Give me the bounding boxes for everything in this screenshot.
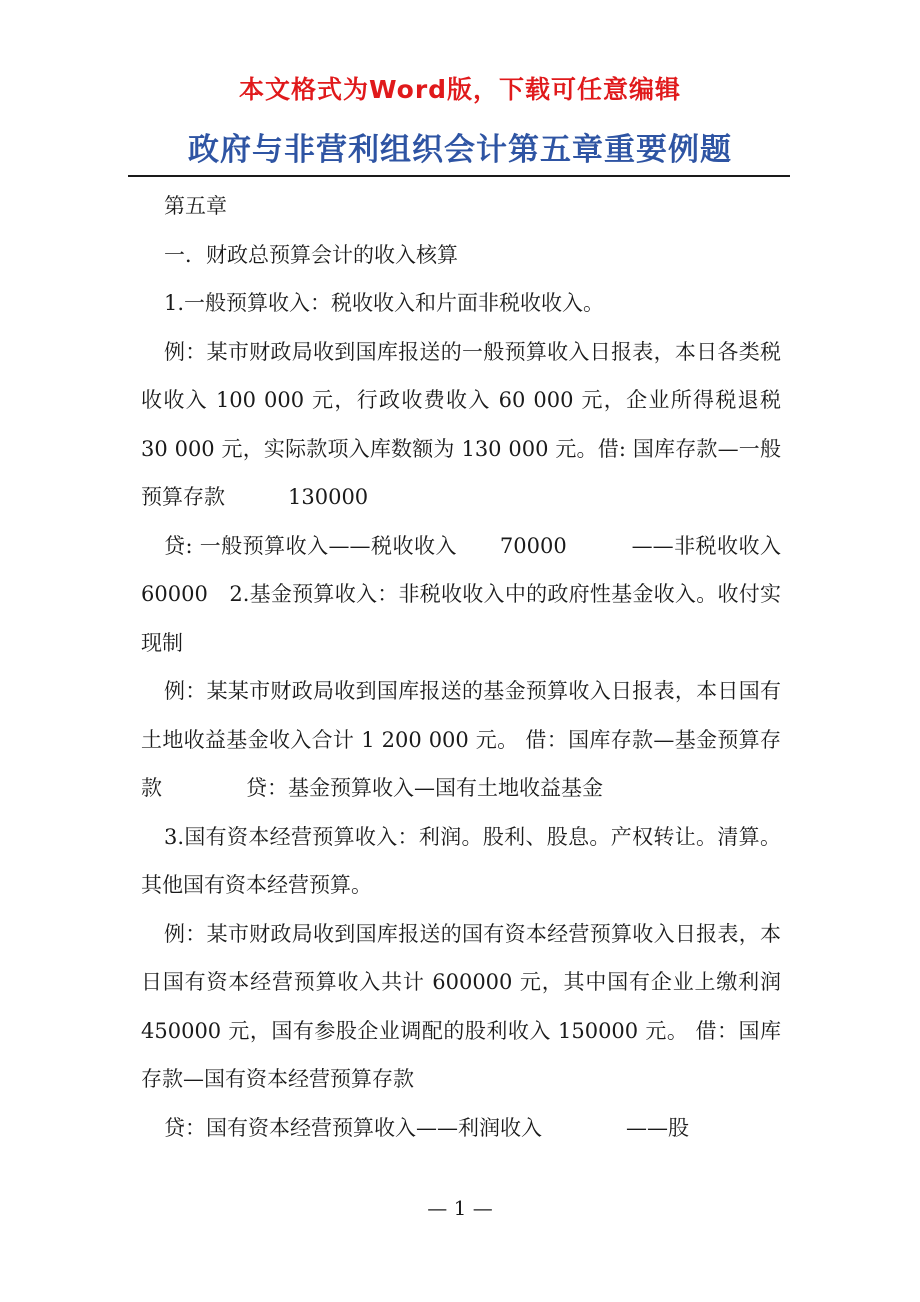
paragraph-example-1: 例：某市财政局收到国库报送的一般预算收入日报表，本日各类税收收入 100 000 元，行政收费收入 60 000 元，企业所得税退税 30 000 元，实际款项入库数额为 130 000 元。借: 国库存款—一般预算存款 130000 [141,339,781,509]
section-heading: 一．财政总预算会计的收入核算 [164,242,458,267]
paragraph-general-budget-revenue: 1.一般预算收入：税收收入和片面非税收收入。 [164,291,605,315]
paragraph-state-capital-revenue: 3.国有资本经营预算收入：利润。股利、股息。产权转让。清算。其他国有资本经营预算。 [141,824,781,897]
document-title: 政府与非营利组织会计第五章重要例题 [188,132,732,168]
page-number: — 1 — [427,1196,493,1220]
chapter-heading: 第五章 [164,194,227,218]
title-underline-divider [128,175,790,177]
paragraph-example-3: 例：某市财政局收到国库报送的国有资本经营预算收入日报表，本日国有资本经营预算收入共计 600000 元，其中国有企业上缴利润 450000 元，国有参股企业调配的股利收入 150000 元。 借：国库存款—国有资本经营预算存款 [141,921,781,1091]
paragraph-credit-entry-1: 贷: 一般预算收入——税收收入 70000 ——非税收收入 60000 2.基金预算收入：非税收收入中的政府性基金收入。收付实现制 [141,533,802,655]
paragraph-example-2: 例：某某市财政局收到国库报送的基金预算收入日报表，本日国有土地收益基金收入合计 1 200 000 元。 借：国库存款—基金预算存款 贷：基金预算收入—国有土地收益基金 [141,679,781,800]
document-body [141,182,802,1152]
format-notice-banner: 本文格式为Word版，下载可任意编辑 [238,75,682,104]
paragraph-credit-entry-3: 贷：国有资本经营预算收入——利润收入 ——股 [164,1115,689,1140]
